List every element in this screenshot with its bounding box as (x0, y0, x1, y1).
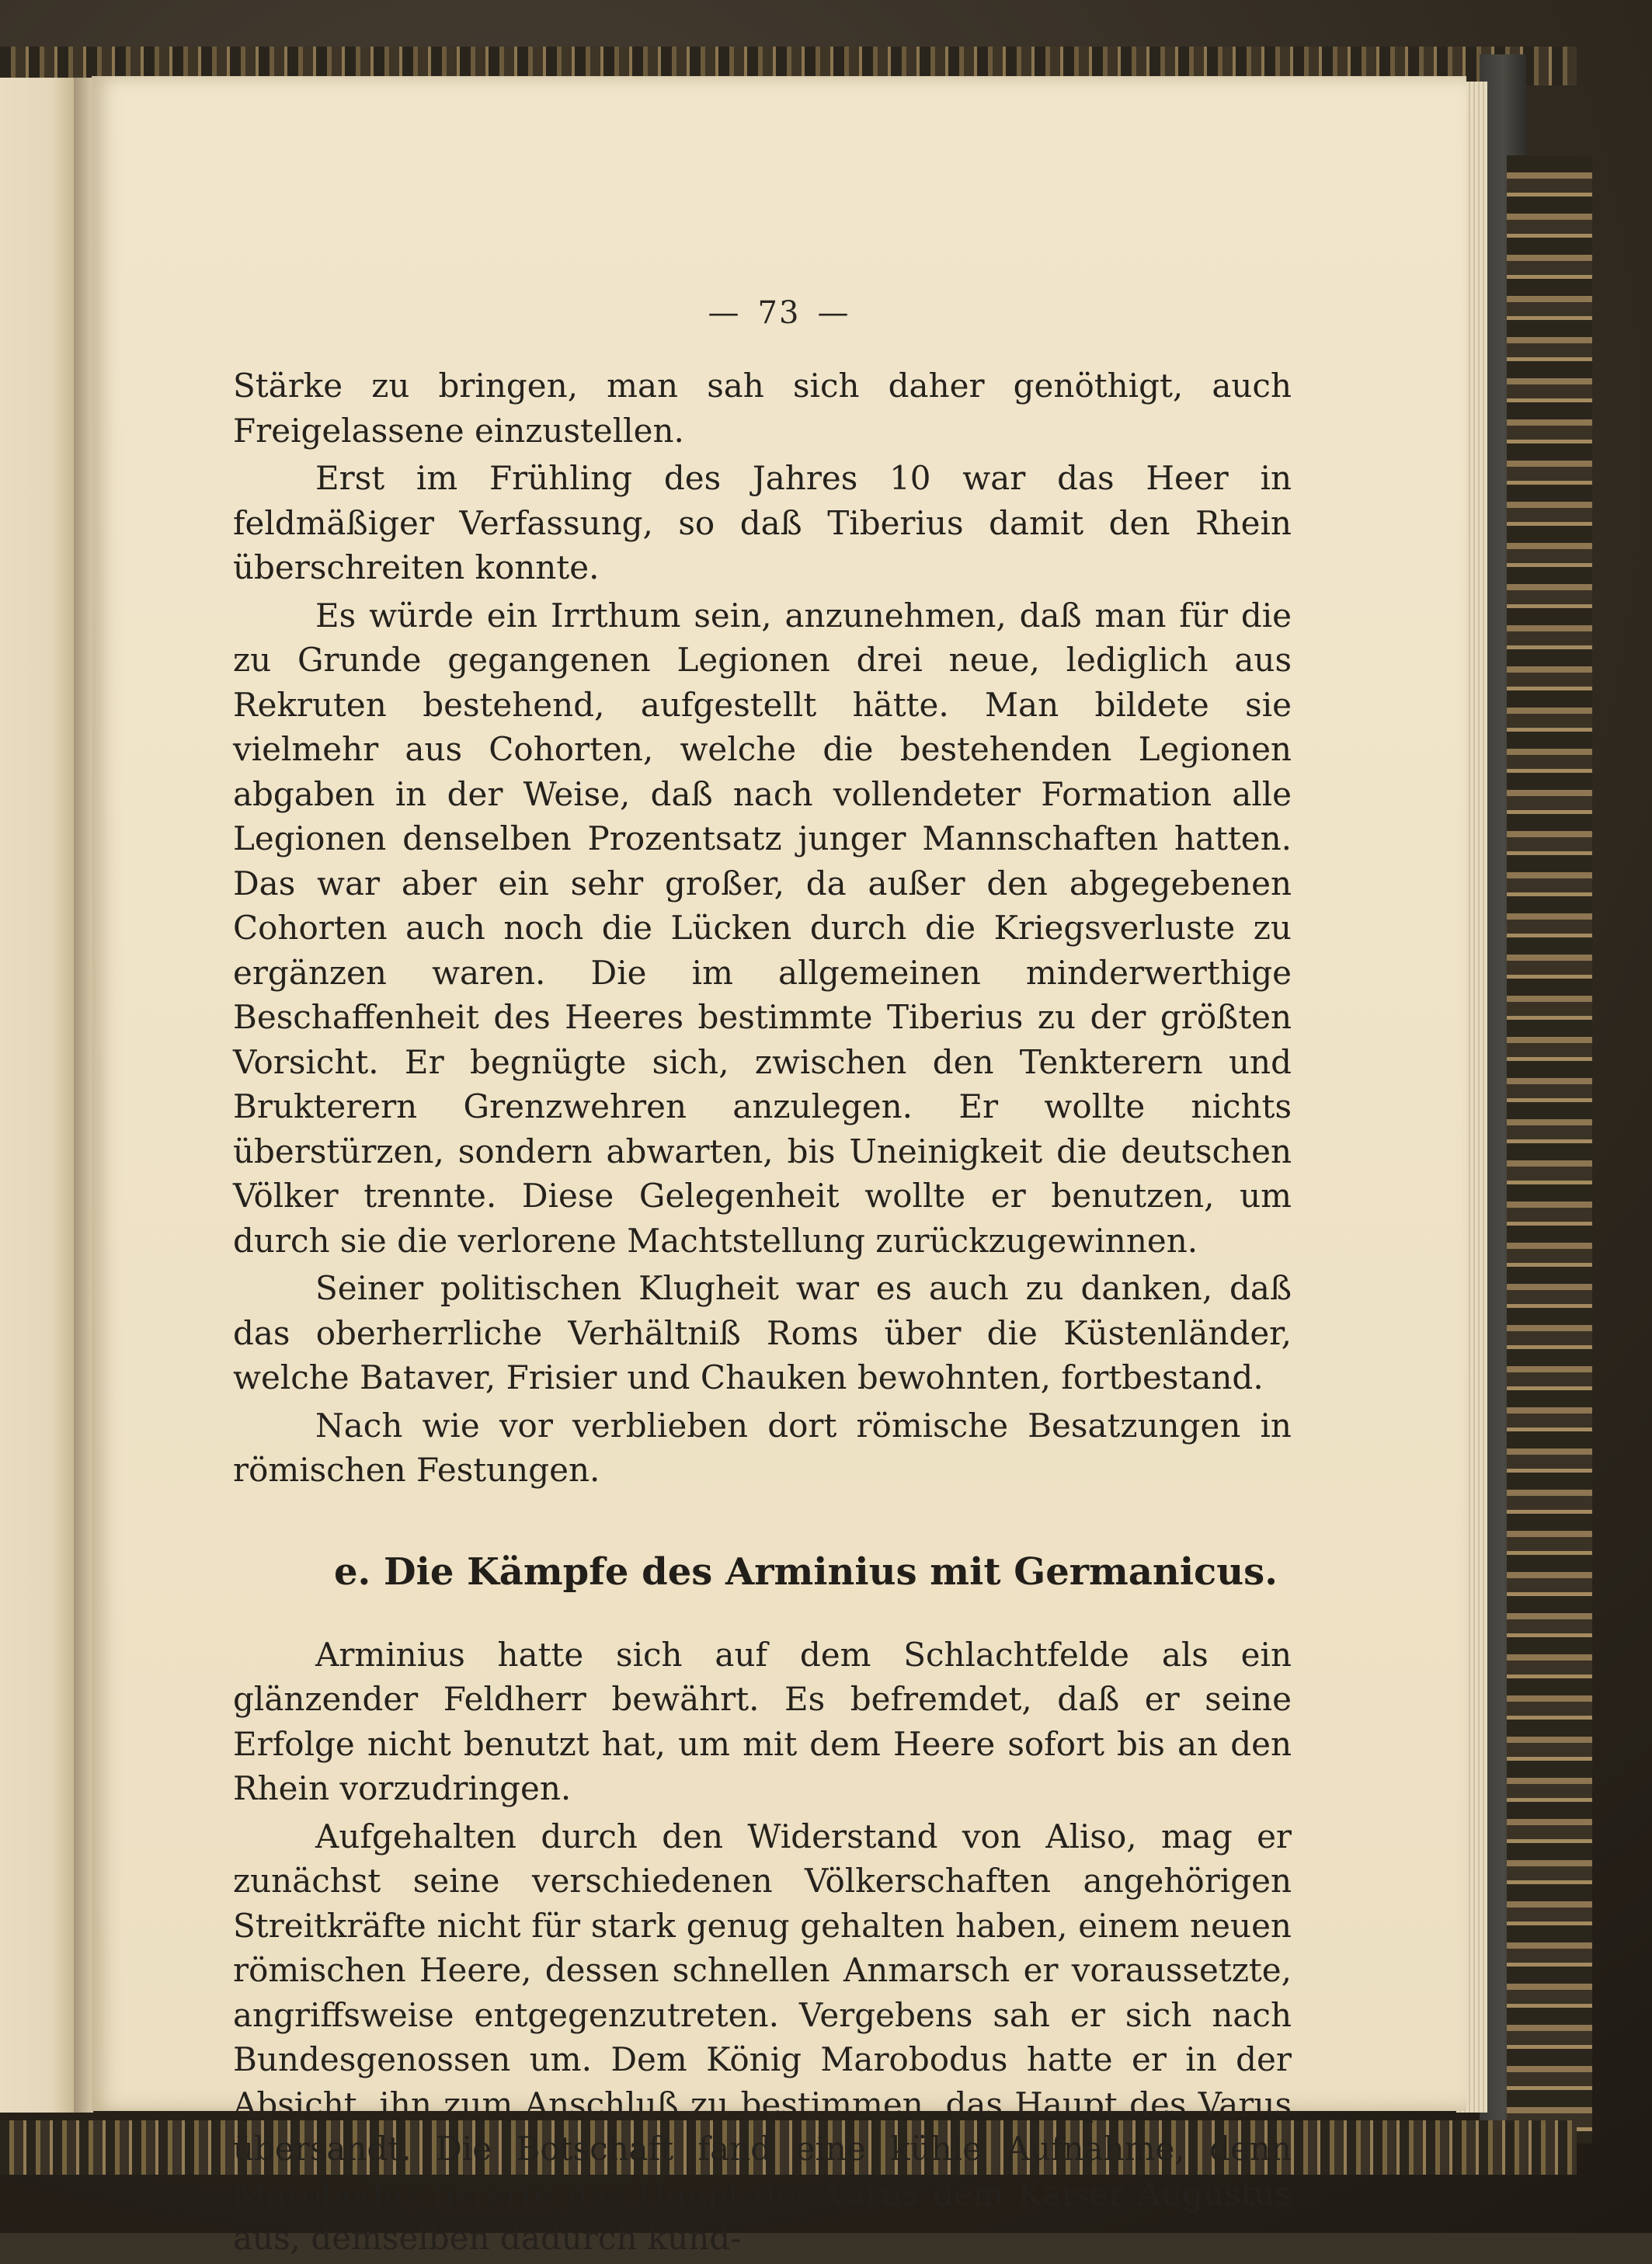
right-page (92, 76, 1466, 2257)
paragraph: Nach wie vor verblieben dort römische Besatzungen in römischen Festungen. (233, 1406, 1292, 1489)
paragraph: Es würde ein Irrthum sein, anzunehmen, daß man für die zu Grunde gegangenen Legionen drei neue, lediglich aus Rekruten bestehend, aufgestellt hätte. Man bildete sie vielmehr aus Cohorten, welche die bestehenden Legionen abgaben in der Weise, daß nach vollendeter Formation alle Legionen denselben Prozentsatz junger Mannschaften hatten. Das war aber ein sehr großer, da außer den abgegebenen Cohorten auch noch die Lücken durch die Kriegsverluste zu ergänzen waren. Die im allgemeinen minderwerthige Beschaffenheit des Heeres bestimmte Tiberius zu der größten Vorsicht. Er begnügte sich, zwischen den Tenkterern und Brukterern Grenzwehren anzulegen. Er wollte nichts überstürzen, sondern abwarten, bis Uneinigkeit die deutschen Völker trennte. Diese Gelegenheit wollte er benutzen, um durch sie die verlorene Machtstellung zurückzugewinnen. (233, 596, 1292, 1260)
paragraph: Erst im Frühling des Jahres 10 war das Heer in feldmäßiger Verfassung, so daß Tiberius damit den Rhein überschreiten konnte. (233, 459, 1292, 586)
page-number: 73 (757, 295, 801, 331)
paragraph: Arminius hatte sich auf dem Schlachtfelde als ein glänzender Feldherr bewährt. Es befremdet, daß er seine Erfolge nicht benutzt hat, um mit dem Heere sofort bis an den Rhein vorzudringen. (233, 1635, 1292, 1807)
marbled-cover-right-edge (1507, 155, 1592, 2144)
paragraph: Stärke zu bringen, man sah sich daher genöthigt, auch Freigelassene einzustellen. (233, 367, 1292, 450)
paragraph: Aufgehalten durch den Widerstand von Aliso, mag er zunächst seine verschiedenen Völkerschaften angehörigen Streitkräfte nicht für stark genug gehalten haben, einem neuen römischen Heere, dessen schnellen Anmarsch er voraussetzte, angriffsweise entgegenzutreten. Vergebens sah er sich nach Bundesgenossen um. Dem König Marobodus hatte er in der Absicht, ihn zum Anschluß zu bestimmen, das Haupt des Varus übersandt. Die Botschaft fand eine kühle Aufnahme, denn Marobodus lieferte das Haupt des Varus dem Kaiser Augustus aus, demselben dadurch kund- (233, 1817, 1292, 2257)
left-page-edge (0, 78, 76, 2113)
book-gutter (74, 78, 93, 2113)
page-number-dash-right: — (817, 295, 850, 331)
section-heading: e. Die Kämpfe des Arminius mit Germanicus. (334, 1549, 1278, 1594)
page-number-dash-left: — (708, 295, 741, 331)
page-number-header (92, 295, 1466, 331)
paragraph: Seiner politischen Klugheit war es auch zu danken, daß das oberherrliche Verhältniß Roms über die Küstenländer, welche Bataver, Frisier und Chauken bewohnten, fortbestand. (233, 1269, 1292, 1396)
page-body-text (233, 363, 1292, 2264)
